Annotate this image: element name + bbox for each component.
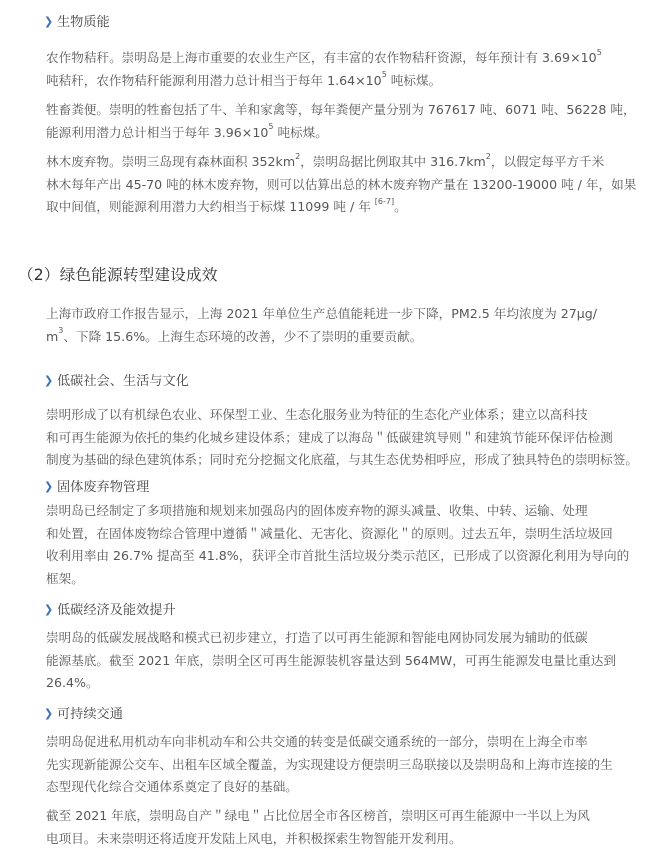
lowcarbon-economy-heading: ❯ 低碳经济及能效提升 [44, 603, 176, 618]
chevron-right-icon: ❯ [44, 15, 54, 28]
section-title: （2）绿色能源转型建设成效 [18, 266, 218, 284]
forest-paragraph: 林木废弃物。崇明三岛现有森林面积 $352km^2$，崇明岛据比例取其中 $316.7km^2$，以假定每平方千米 林木每年产出 45-70 吨的林木废弃物，则可以估算出总的林木废弃物产量在 13200-19000 吨 / 年，如果 取中间值，则能源利用潜力大约相当于标煤 11099 吨 / 年 [6-7]。 [46, 151, 637, 215]
chevron-right-icon: ❯ [44, 374, 54, 387]
lowcarbon-economy-paragraph: 崇明岛的低碳发展战略和模式已初步建立，打造了以可再生能源和智能电网协同发展为辅助的低碳 能源基底。截至 2021 年底，崇明全区可再生能源装机容量达到 564MW，可再生能源发电量比重达到 26.4%。 [46, 630, 616, 691]
solid-waste-paragraph: 崇明岛已经制定了多项措施和规划来加强岛内的固体废弃物的源头减量、收集、中转、运输、处理 和处置，在固体废物综合管理中遵循＂减量化、无害化、资源化＂的原则。过去五年，崇明生活垃圾回 收利用率由 26.7% 提高至 41.8%，获评全市首批生活垃圾分类示范区，已形成了以资源化利用为导向的 框架。 [46, 503, 630, 586]
lowcarbon-society-paragraph: 崇明形成了以有机绿色农业、环保型工业、生态化服务业为特征的生态化产业体系；建立以高科技 和可再生能源为依托的集约化城乡建设体系；建成了以海岛＂低碳建筑导则＂和建筑节能环保评估检测 制度为基础的绿色建筑体系；同时充分挖掘文化底蕴，与其生态优势相呼应，形成了独具特色的崇明标签。 [46, 407, 638, 468]
chevron-right-icon: ❯ [44, 480, 54, 493]
manure-paragraph: 牲畜粪便。崇明的牲畜包括了牛、羊和家禽等，每年粪便产量分别为 767617 吨、6071 吨、56228 吨， 能源利用潜力总计相当于每年 $3.96\times 10^5$ 吨标煤。 [46, 102, 636, 140]
transport-paragraph: 崇明岛促进私用机动车向非机动车和公共交通的转变是低碳交通系统的一部分，崇明在上海全市率 先实现新能源公交车、出租车区域全覆盖，为实现建设方便崇明三岛联接以及崇明岛和上海市连接的生 态型现代化综合交通体系奠定了良好的基础。 [46, 734, 613, 795]
transport-heading: ❯ 可持续交通 [44, 707, 123, 722]
solid-waste-heading: ❯ 固体废弃物管理 [44, 480, 150, 495]
chevron-right-icon: ❯ [44, 707, 54, 720]
chevron-right-icon: ❯ [44, 603, 54, 616]
lowcarbon-society-heading: ❯ 低碳社会、生活与文化 [44, 374, 189, 389]
transport-paragraph-2: 截至 2021 年底，崇明岛自产＂绿电＂占比位居全市各区榜首，崇明区可再生能源中一半以上为风 电项目。未来崇明还将适度开发陆上风电，并积极探索生物智能开发利用。 [46, 808, 590, 846]
biomass-heading: ❯ 生物质能 [44, 15, 110, 30]
intro-paragraph: 上海市政府工作报告显示，上海 2021 年单位生产总值能耗进一步下降，PM2.5 年均浓度为 27μg/ $m^3$、下降 15.6%。上海生态环境的改善，少不了崇明的重要贡献。 [46, 306, 598, 344]
straw-paragraph: 农作物秸秆。崇明岛是上海市重要的农业生产区，有丰富的农作物秸秆资源，每年预计有 $3.69\times 10^5$ 吨秸秆，农作物秸秆能源利用潜力总计相当于每年 $1.64\times 10^5$ 吨标煤。 [46, 47, 602, 88]
